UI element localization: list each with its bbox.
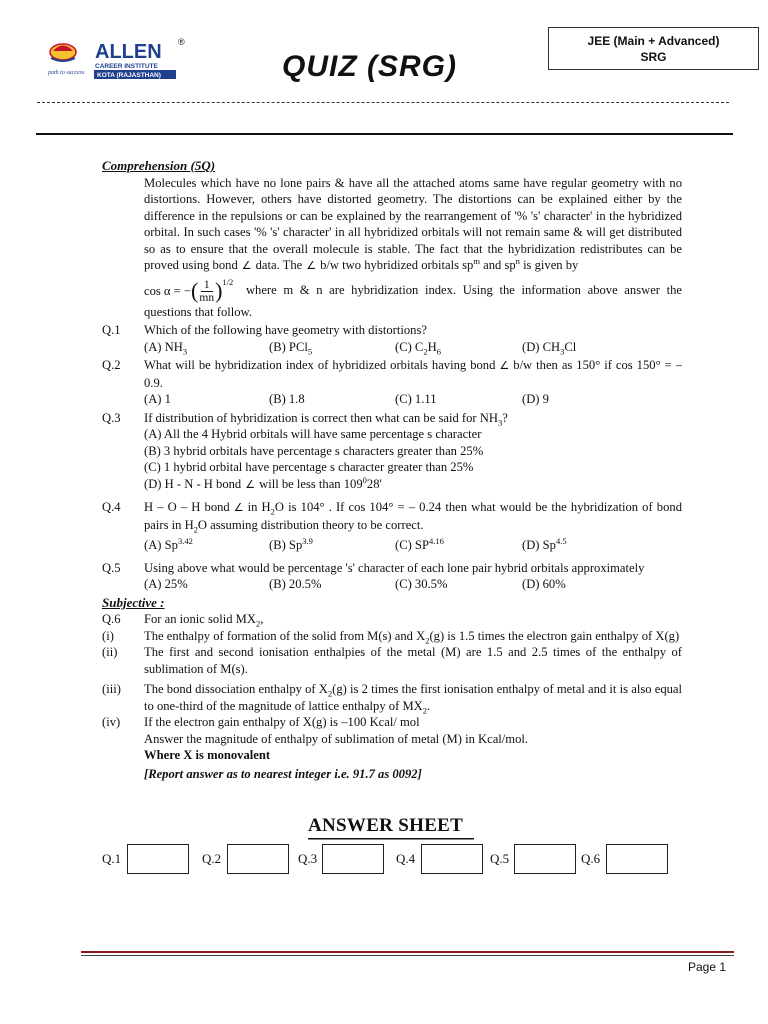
page-title: QUIZ (SRG) (282, 50, 457, 83)
logo-sub1: CAREER INSTITUTE (95, 63, 158, 70)
q3-option-c: (C) 1 hybrid orbital have percentage s character greater than 25% (144, 460, 474, 474)
answer-box-q1[interactable] (127, 844, 189, 874)
answer-sheet-title: ANSWER SHEET (308, 815, 464, 836)
angle-icon: ∠ (241, 259, 252, 272)
angle-icon: ∠ (233, 501, 244, 514)
question-2: Q.2 What will be hybridization index of hybridized orbitals having bond ∠ b/w then as 150° if cos 150° = – 0.9. (A) 1 (B) 1.8 (C) 1.11 (D) 9 (102, 358, 682, 406)
answer-label-q3: Q.3 (298, 851, 318, 866)
logo-sub2: KOTA (RAJASTHAN) (97, 72, 161, 79)
quiz-content (102, 158, 682, 782)
comprehension-heading: Comprehension (5Q) (102, 158, 216, 173)
angle-icon: ∠ (306, 259, 317, 272)
angle-icon: ∠ (499, 359, 510, 372)
q5-option-d: (D) 60% (522, 577, 566, 591)
question-5: Q.5 Using above what would be percentage 's' character of each lone pair hybrid orbitals approximately (A) 25% (B) 20.5% (C) 30.5% (D) 60% (102, 560, 682, 593)
question-1: Q.1 Which of the following have geometry with distortions? (A) $NH_3$ (B) PCl$_5$ (C) $C_2H_6$ (D) $CH_3Cl$ (102, 322, 682, 355)
q4-option-c: (C) $SP^{4.16}$ (395, 535, 444, 552)
logo-tagline: path to success (48, 70, 85, 76)
question-3: Q.3 If distribution of hybridization is correct then what can be said for $NH_3$? (A) All the 4 Hybrid orbitals will have same percentage s character (B) 3 hybrid orbitals have percentage s characters greater than 25% (C) 1 hybrid orbital have percentage s character greater than 25% (D) H - N - H bond ∠ will be less than $109^028'$ (102, 410, 682, 494)
answer-sheet-title-underline (308, 838, 474, 841)
answer-label-q5: Q.5 (490, 851, 510, 866)
q1-options (144, 339, 682, 356)
cos-alpha-formula: cos α = − ( $\frac{1}{mn}$ ) $^{1/2}$ (144, 277, 234, 304)
subjective-heading: Subjective : (102, 594, 165, 610)
comprehension-passage: Molecules which have no lone pairs & have all the attached atoms same have regular geometry with no distortions. However, others have distorted geometry. The distortions can be explained either by the difference in the repulsions or can be explained by the rearrangement of '% 's' character' in the hybridized orbital. In such cases '% 's' character' in all hybridized orbitals will not remain same & will get distributed so as to ensure that the overall molecule is stable. The fact that the hybridization redistributes can be proved using bond ∠ data. The ∠ b/w two hybridized orbitals $sp^m$ and $sp^n$ is given by cos α = − ( $\frac{1}{mn}$ ) $^{1/2}$ where m & n are hybridization index. Using the information above answer the questions that follow. (144, 175, 683, 319)
subjective-item-ii: (ii) The first and second ionisation enthalpies of the metal (M) are 1.5 and 2.5 times of the enthalpy of sublimation of M(s). (102, 645, 682, 676)
q5-option-b: (B) 20.5% (269, 577, 322, 591)
q5-option-a: (A) 25% (144, 577, 188, 591)
subjective-item-iii: (iii) The bond dissociation enthalpy of $X_2(g)$ is 2 times the first ionisation enthalpy of metal and it is also equal to one-third of the magnitude of lattice enthalpy of $MX_2$. (102, 682, 682, 716)
q2-option-d: (D) 9 (522, 392, 549, 406)
q3-option-d: (D) H - N - H bond ∠ will be less than $109^028'$ (144, 474, 382, 491)
q3-option-a: (A) All the 4 Hybrid orbitals will have same percentage s character (144, 427, 482, 441)
formula-line: cos α = − ( $\frac{1}{mn}$ ) $^{1/2}$ where m & n are hybridization index. Using the information above answer the questions that follow. (144, 277, 683, 319)
header-rule (36, 133, 733, 135)
answer-label-q1: Q.1 (102, 851, 122, 866)
answer-instruction: Answer the magnitude of enthalpy of sublimation of metal (M) in Kcal/mol. (144, 731, 529, 746)
answer-label-q6: Q.6 (581, 851, 601, 866)
angle-icon: ∠ (245, 477, 256, 491)
lamp-icon (50, 44, 76, 61)
answer-label-q2: Q.2 (202, 851, 222, 866)
registered-mark: ® (178, 37, 185, 47)
monovalent-note: Where X is monovalent (144, 748, 271, 762)
q3-option-b: (B) 3 hybrid orbitals have percentage s characters greater than 25% (144, 443, 484, 458)
q4-option-d: (D) $Sp^{4.5}$ (522, 535, 567, 552)
exam-line-1: JEE (Main + Advanced) (587, 34, 720, 48)
q4-options (144, 537, 682, 554)
q2-option-c: (C) 1.11 (395, 392, 437, 406)
exam-box (548, 27, 759, 70)
answer-label-q4: Q.4 (396, 851, 416, 866)
exam-line-2: SRG (640, 50, 667, 64)
q2-options (144, 391, 682, 408)
subjective-item-iv: (iv) If the electron gain enthalpy of X(g) is –100 Kcal/ mol Answer the magnitude of enthalpy of sublimation of metal (M) in Kcal/mol. Where X is monovalent [Report answer as to nearest integer i.e. 91.7 as 0092] (102, 714, 682, 782)
q1-option-d: (D) $CH_3Cl$ (522, 339, 577, 357)
q5-options (144, 576, 682, 593)
q1-option-a: (A) $NH_3$ (144, 339, 188, 357)
q5-option-c: (C) 30.5% (395, 577, 448, 591)
allen-logo (45, 38, 177, 80)
q4-option-b: (B) $Sp^{3.9}$ (269, 535, 313, 552)
question-4: Q.4 H – O – H bond ∠ in $H_2O$ is 104° . If cos 104° = – 0.24 then what would be the hybridization of bond pairs in $H_2O$ assuming distribution theory to be correct. (A) $Sp^{3.42}$ (B) $Sp^{3.9}$ (C) $SP^{4.16}$ (D) $Sp^{4.5}$ (102, 500, 682, 552)
q2-option-b: (B) 1.8 (269, 392, 305, 406)
page-number: Page 1 (688, 960, 727, 974)
answer-box-q6[interactable] (606, 844, 668, 874)
q4-option-a: (A) $Sp^{3.42}$ (144, 535, 193, 552)
logo-wordmark: ALLEN (95, 41, 162, 63)
logo-graphic (45, 38, 177, 80)
q1-option-b: (B) PCl$_5$ (269, 339, 313, 357)
answer-box-q3[interactable] (322, 844, 384, 874)
answer-box-q2[interactable] (227, 844, 289, 874)
q1-option-c: (C) $C_2H_6$ (395, 339, 441, 357)
answer-box-q4[interactable] (421, 844, 483, 874)
header-dashed-rule (37, 102, 729, 103)
footer-rule-red (81, 951, 734, 953)
report-note: [Report answer as to nearest integer i.e. 91.7 as 0092] (144, 766, 422, 781)
answer-box-q5[interactable] (514, 844, 576, 874)
footer-rule (81, 955, 734, 956)
q2-option-a: (A) 1 (144, 392, 171, 406)
subjective-item-i: (i) The enthalpy of formation of the solid from M(s) and $X_2(g)$ is 1.5 times the electron gain enthalpy of X(g) (102, 628, 680, 646)
question-6: Q.6 For an ionic solid $MX_2$, (102, 612, 264, 629)
